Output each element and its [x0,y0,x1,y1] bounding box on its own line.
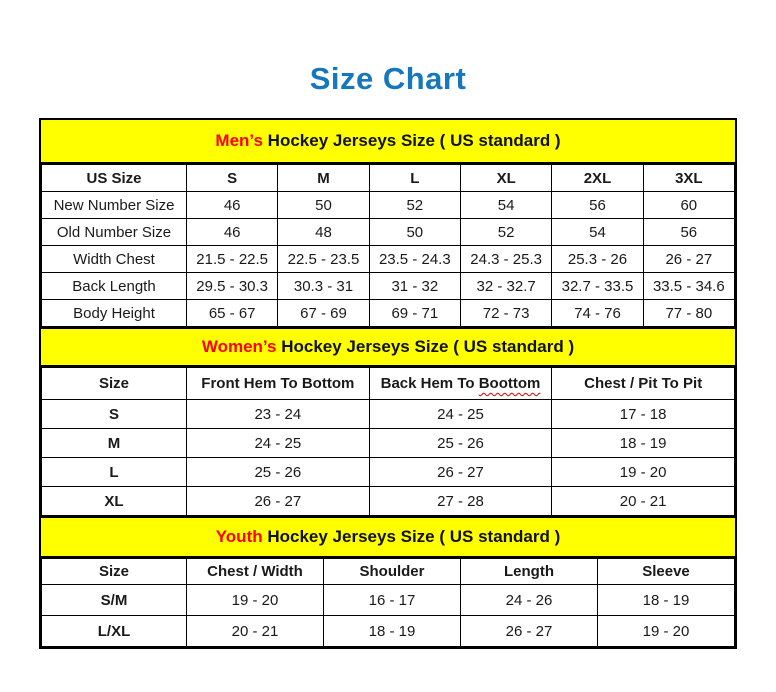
size-value-cell: 77 - 80 [643,300,734,327]
size-value-cell: 19 - 20 [552,458,735,487]
banner-text-youth: Hockey Jerseys Size ( US standard ) [262,527,561,546]
womens-size-table [41,367,735,516]
table-row [42,400,735,429]
size-value-cell: 31 - 32 [369,273,460,300]
column-header: Size [42,559,187,585]
column-header: Shoulder [324,559,461,585]
size-value-cell: 22.5 - 23.5 [278,246,369,273]
banner-highlight-womens: Women’s [201,337,277,356]
size-chart-tables [39,118,737,649]
table-row [42,458,735,487]
column-header: M [278,165,369,192]
size-value-cell: 69 - 71 [369,300,460,327]
column-header: S [187,165,278,192]
size-value-cell: 18 - 19 [324,616,461,647]
youth-size-table [41,558,735,647]
column-header: Chest / Width [187,559,324,585]
size-value-cell: 74 - 76 [552,300,643,327]
size-value-cell: 17 - 18 [552,400,735,429]
column-header-prefix: Back Hem To [380,375,479,392]
column-header: Sleeve [598,559,735,585]
column-header: XL [460,165,551,192]
column-header: L [369,165,460,192]
banner-highlight-mens: Men’s [215,131,263,150]
banner-highlight-youth: Youth [215,527,263,546]
section-banner-mens [41,120,735,164]
size-value-cell: 26 - 27 [643,246,734,273]
size-value-cell: 26 - 27 [369,458,552,487]
row-label: XL [42,487,187,516]
size-value-cell: 29.5 - 30.3 [187,273,278,300]
column-header: Front Hem To Bottom [187,368,370,400]
size-value-cell: 21.5 - 22.5 [187,246,278,273]
size-value-cell: 52 [460,219,551,246]
size-value-cell: 50 [369,219,460,246]
column-header: 3XL [643,165,734,192]
spellcheck-underlined-word: Boottom [478,375,541,392]
size-value-cell: 24 - 25 [369,400,552,429]
column-header: 2XL [552,165,643,192]
mens-size-table [41,164,735,327]
size-value-cell: 52 [369,192,460,219]
size-value-cell: 30.3 - 31 [278,273,369,300]
size-value-cell: 60 [643,192,734,219]
size-value-cell: 23 - 24 [187,400,370,429]
size-value-cell: 18 - 19 [552,429,735,458]
size-value-cell: 46 [187,192,278,219]
size-value-cell: 65 - 67 [187,300,278,327]
table-header-row [42,559,735,585]
size-value-cell: 25 - 26 [369,429,552,458]
column-header: Chest / Pit To Pit [552,368,735,400]
table-row [42,429,735,458]
table-header-row [42,165,735,192]
size-value-cell: 54 [552,219,643,246]
size-value-cell: 25 - 26 [187,458,370,487]
table-header-row [42,368,735,400]
size-value-cell: 26 - 27 [461,616,598,647]
table-row [42,273,735,300]
row-label: L/XL [42,616,187,647]
row-label: Old Number Size [42,219,187,246]
column-header-misspelled [369,368,552,400]
size-value-cell: 32.7 - 33.5 [552,273,643,300]
column-header: US Size [42,165,187,192]
table-row [42,300,735,327]
size-value-cell: 27 - 28 [369,487,552,516]
size-value-cell: 56 [643,219,734,246]
size-value-cell: 24 - 25 [187,429,370,458]
size-value-cell: 33.5 - 34.6 [643,273,734,300]
row-label: S [42,400,187,429]
size-value-cell: 24.3 - 25.3 [460,246,551,273]
size-value-cell: 50 [278,192,369,219]
size-value-cell: 23.5 - 24.3 [369,246,460,273]
size-value-cell: 56 [552,192,643,219]
table-row [42,219,735,246]
page-title: Size Chart [309,61,467,96]
row-label: M [42,429,187,458]
row-label: S/M [42,585,187,616]
size-value-cell: 16 - 17 [324,585,461,616]
section-banner-youth [41,516,735,558]
row-label: New Number Size [42,192,187,219]
banner-text-womens: Hockey Jerseys Size ( US standard ) [276,337,575,356]
size-value-cell: 19 - 20 [187,585,324,616]
size-value-cell: 24 - 26 [461,585,598,616]
size-value-cell: 54 [460,192,551,219]
row-label: Body Height [42,300,187,327]
row-label: L [42,458,187,487]
row-label: Width Chest [42,246,187,273]
table-row [42,585,735,616]
banner-text-mens: Hockey Jerseys Size ( US standard ) [262,131,561,150]
size-value-cell: 18 - 19 [598,585,735,616]
size-value-cell: 48 [278,219,369,246]
size-value-cell: 25.3 - 26 [552,246,643,273]
size-value-cell: 20 - 21 [552,487,735,516]
table-row [42,487,735,516]
table-row [42,246,735,273]
table-row [42,616,735,647]
size-value-cell: 20 - 21 [187,616,324,647]
section-banner-womens [41,327,735,367]
size-value-cell: 26 - 27 [187,487,370,516]
column-header: Length [461,559,598,585]
row-label: Back Length [42,273,187,300]
size-value-cell: 67 - 69 [278,300,369,327]
size-value-cell: 32 - 32.7 [460,273,551,300]
column-header: Size [42,368,187,400]
size-value-cell: 19 - 20 [598,616,735,647]
size-value-cell: 46 [187,219,278,246]
size-value-cell: 72 - 73 [460,300,551,327]
table-row [42,192,735,219]
